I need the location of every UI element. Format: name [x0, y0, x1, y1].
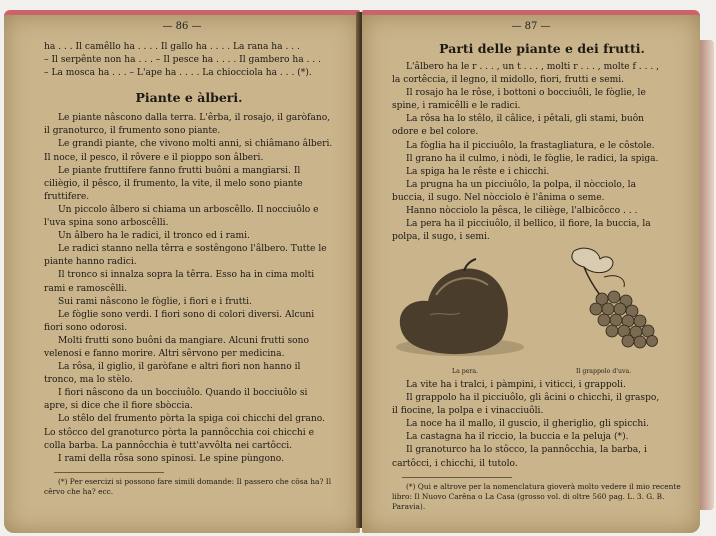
section-heading-right: Parti delle piante e dei frutti.	[439, 41, 645, 56]
text-line: buccia, il sugo. Nel nòcciolo è l'ânima o seme.	[392, 192, 605, 203]
text-line: Il grappolo ha il picciuôlo, gli âcini o chicchi, il graspo,	[406, 393, 660, 404]
text-line: cartôcci, i chicchi, il tutolo.	[392, 458, 518, 469]
section-heading-left: Piante e àlberi.	[135, 90, 243, 106]
right-page-text-lower	[392, 379, 692, 512]
paragraph: Le grandi piante, che vivono molti anni, si chiâmano âlberi. Il noce, il pesco, il rôvere e il pioppo son âlberi.	[44, 139, 333, 163]
text-line: spine, i ramicêlli e le radici.	[392, 101, 521, 112]
grape-cluster-illustration	[554, 243, 674, 359]
page-number-right: — 87 —	[511, 21, 551, 32]
page-number-left: — 86 —	[162, 21, 202, 32]
caption-grapes: Il grappolo d'uva.	[576, 368, 632, 375]
text-line: La spiga ha le rêste e i chicchi.	[406, 166, 550, 177]
top-line: ha . . . Il camêllo ha . . . . Il gallo ha . . . . La rana ha . . .	[44, 42, 300, 52]
paragraph: Le fòglie sono verdi. I fiori sono di colori diversi. Alcuni fiori sono odorosi.	[44, 309, 315, 333]
text-line: La rôsa ha lo stêlo, il câlice, i pêtali, gli stami, buôn	[406, 114, 645, 125]
right-page	[362, 10, 700, 533]
footnote-rule	[54, 472, 164, 473]
page-edge	[700, 40, 714, 510]
text-line: La castagna ha il riccio, la buccia e la peluja (*).	[406, 432, 629, 443]
text-line: polpa, il sugo, i semi.	[392, 232, 490, 243]
text-line: La noce ha il mallo, il guscio, il gheriglio, gli spicchi.	[406, 419, 650, 430]
text-line: il fiocine, la polpa e i vinacciuôli.	[392, 406, 544, 417]
text-line: Hanno nòcciolo la pêsca, le ciliège, l'albicôcco . . .	[406, 206, 638, 217]
footnote-left: (*) Per esercizi si possono fare simili domande: Il passero che côsa ha? Il cêrvo che ha? ecc.	[44, 476, 332, 496]
text-line: la cortêccia, il legno, il midollo, fiori, frutti e semi.	[392, 75, 625, 86]
pear-illustration	[390, 255, 530, 361]
paragraph: Lo stêlo del frumento pòrta la spiga coi chicchi del grano. Lo stôcco del granoturco pòrta la pannôcchia coi chicchi e colla barba. La pannôcchia è tutt'avvôlta nei cartôcci.	[44, 414, 325, 451]
right-page-text	[392, 41, 692, 244]
top-line: – La mosca ha . . . – L'ape ha . . . . La chiocciola ha . . . (*).	[44, 68, 312, 79]
text-line: Il grano ha il culmo, i nòdi, le fòglie, le radici, la spiga.	[406, 153, 659, 164]
text-line: La fòglia ha il picciuôlo, la frastagliatura, e le côstole.	[406, 140, 655, 151]
paragraph: La rôsa, il giglio, il garòfane e altri fiori non hanno il tronco, ma lo stèlo.	[44, 362, 301, 386]
paragraph: Un âlbero ha le radici, il tronco ed i rami.	[58, 231, 250, 242]
paragraph: Sui rami nâscono le fòglie, i fiori e i frutti.	[58, 296, 252, 307]
paragraph: Le piante nâscono dalla terra. L'êrba, il rosajo, il garòfano, il granoturco, il frumento sono piante.	[44, 113, 331, 137]
text-line: La prugna ha un picciuôlo, la polpa, il nòcciolo, la	[406, 179, 637, 190]
footnote-rule	[402, 477, 512, 478]
footnote-right: (*) Qui e altrove per la nomenclatura gioverà molto vedere il mio recente libro: Il Nuovo Carêna o La Casa (grosso vol. di oltre 560 pag. L. 3. G. B. Paravia).	[392, 481, 681, 511]
paragraph: Le radici stanno nella têrra e sostêngono l'âlbero. Tutte le piante hanno radici.	[44, 244, 327, 268]
paragraph: Il tronco si innalza sopra la têrra. Esso ha in cima molti rami e ramoscêlli.	[44, 270, 315, 294]
top-line: – Il serpênte non ha . . . – Il pesce ha . . . . Il gambero ha . . .	[44, 55, 321, 66]
text-line: Il rosajo ha le rôse, i bottoni o bocciuôli, le fòglie, le	[406, 88, 646, 99]
text-line: La vite ha i tralci, i pàmpini, i viticci, i grappoli.	[406, 380, 626, 390]
text-line: La pera ha il picciuôlo, il bellico, il fiore, la buccia, la	[406, 219, 651, 230]
left-page	[4, 10, 360, 533]
paragraph: Le piante fruttifere fanno frutti buôni a mangiarsi. Il ciliègio, il pêsco, il frumento, la vite, il melo sono piante fruttifere.	[44, 165, 303, 202]
text-line: odore e bel colore.	[392, 127, 479, 138]
caption-pear: La pera.	[452, 368, 479, 375]
paragraph: Un piccolo âlbero si chiama un arboscêllo. Il nocciuôlo e l'uva spina sono arboscêlli.	[44, 204, 319, 229]
text-line: Il granoturco ha lo stôcco, la pannôcchia, la barba, i	[406, 445, 647, 456]
left-page-text	[44, 41, 334, 497]
paragraph: Molti frutti sono buôni da mangiare. Alcuni frutti sono velenosi e fanno morire. Altri sêrvono per medicina.	[44, 335, 309, 359]
paragraph: I fiori nâscono da un bocciuôlo. Quando il bocciuôlo si apre, si dice che il fiore sbòccia.	[44, 388, 308, 412]
paragraph: I rami della rôsa sono spinosi. Le spine pùngono.	[58, 453, 284, 464]
text-line: L'âlbero ha le r . . . , un t . . . , molti r . . . , molte f . . . ,	[406, 62, 660, 72]
